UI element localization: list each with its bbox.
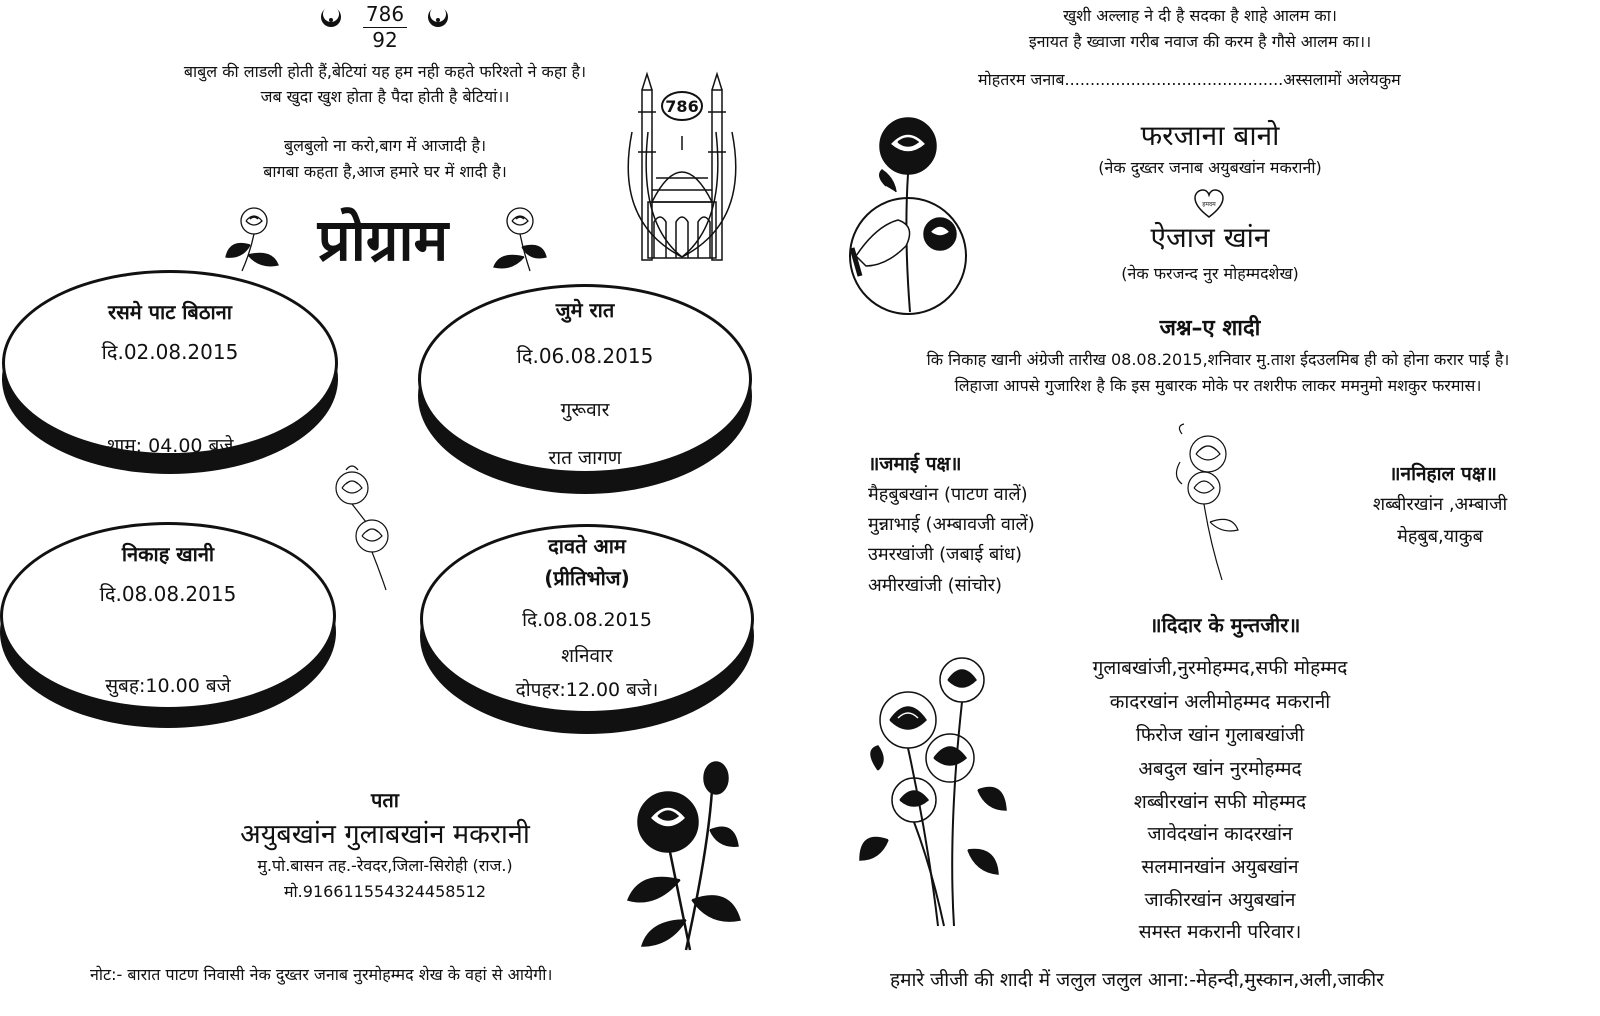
address-label: पता (371, 788, 399, 812)
couplet2-line2: बागबा कहता है,आज हमारे घर में शादी है। (263, 162, 507, 181)
jamai-item: मैहबुबखांन (पाटण वालें) (868, 484, 1028, 505)
event-time: दोपहर:12.00 बजे। (515, 679, 659, 701)
didar-item: अबदुल खांन नुरमोहम्मद (1138, 758, 1302, 780)
blessing-line2: इनायत है ख्वाजा गरीब नवाज की करम है गौसे आलम का।। (1028, 32, 1372, 51)
bride-name: फरजाना बानो (1140, 119, 1280, 152)
crescent-star-icon-left (318, 6, 344, 28)
heart-text: हमदम (1202, 201, 1216, 208)
event-date: दि.08.08.2015 (99, 582, 237, 606)
event-oval-daavate-aam (420, 524, 754, 732)
sketch-roses-icon (326, 462, 402, 592)
nanihal-item: शब्बीरखांन ,अम्बाजी (1372, 494, 1508, 515)
didar-item: गुलाबखांजी,नुरमोहम्मद,सफी मोहम्मद (1092, 657, 1348, 679)
event-title: जुमे रात (555, 298, 615, 322)
event-oval-paat-bithana (2, 270, 338, 470)
jamai-item: मुन्नाभाई (अम्बावजी वालें) (868, 514, 1035, 535)
heart-icon (1193, 188, 1225, 220)
jashan-line2: लिहाजा आपसे गुजारिश है कि इस मुबारक मोके पर तशरीफ लाकर ममनुमो मशकुर फरमास। (954, 376, 1482, 395)
hand-rose-circle-icon (846, 116, 970, 316)
didar-item: जावेदखांन कादरखांन (1147, 823, 1293, 845)
didar-item: समस्त मकरानी परिवार। (1138, 921, 1302, 943)
didar-item: शब्बीरखांन सफी मोहम्मद (1133, 791, 1307, 813)
couplet2-line1: बुलबुलो ना करो,बाग में आजादी है। (283, 136, 487, 155)
didar-item: जाकीरखांन अयुबखांन (1144, 889, 1296, 911)
couplet1-line1: बाबुल की लाडली होती हैं,बेटियां यह हम नही कहते फरिश्तो ने कहा है। (183, 62, 587, 81)
nanihal-title: ॥ननिहाल पक्ष॥ (1389, 463, 1497, 485)
groom-name: ऐजाज खांन (1150, 221, 1270, 254)
number-92: 92 (372, 28, 398, 52)
event-oval-nikah-khani (0, 522, 336, 726)
mosque-badge-786: 786 (665, 97, 699, 116)
event-title: निकाह खानी (121, 542, 215, 566)
bold-rose-bouquet-icon (620, 760, 744, 952)
event-time: रात जागण (548, 447, 622, 469)
event-title: रसमे पाट बिठाना (108, 300, 232, 324)
event-day: गुरूवार (560, 399, 610, 421)
blessing-line1: खुशी अल्लाह ने दी है सदका है शाहे आलम का। (1063, 6, 1337, 25)
event-date: दि.02.08.2015 (101, 340, 239, 364)
couplet1-line2: जब खुदा खुश होता है पैदा होती है बेटियां।। (260, 87, 510, 106)
address-line: मु.पो.बासन तह.-रेवदर,जिला-सिरोही (राज.) (257, 856, 513, 875)
rose-bouquet-icon (858, 650, 1008, 930)
event-day: शनिवार (561, 645, 613, 667)
groom-relation: (नेक फरजन्द नुर मोहम्मदशेख) (1121, 264, 1299, 283)
address-phone: मो.916611554324458512 (283, 882, 487, 901)
event-time: शाम: 04.00 बजे (106, 435, 234, 457)
jashan-line1: कि निकाह खानी अंग्रेजी तारीख 08.08.2015,शनिवार मु.ताश ईदउलमिब ही को होना करार पाई है। (926, 350, 1510, 369)
event-date: दि.08.08.2015 (522, 609, 652, 631)
event-oval-jume-raat (418, 284, 752, 490)
jamai-title: ॥जमाई पक्ष॥ (868, 453, 962, 475)
number-786: 786 (365, 2, 405, 26)
jashan-title: जश्न–ए शादी (1159, 316, 1261, 341)
didar-item: कादरखांन अलीमोहम्मद मकरानी (1109, 691, 1331, 713)
note-text: नोट:- बारात पाटण निवासी नेक दुख्तर जनाब नुरमोहम्मद शेख के वहां से आयेगी। (90, 965, 553, 984)
event-date: दि.06.08.2015 (516, 344, 654, 368)
jamai-item: उमरखांजी (जबाई बांध) (868, 544, 1023, 565)
mosque-illustration (618, 72, 746, 262)
rose-icon-title-right (490, 205, 550, 275)
program-title: प्रोग्राम (317, 206, 449, 274)
rose-icon-title-left (222, 205, 282, 275)
greeting-line: मोहतरम जनाब...........................................अस्सलामों अलेयकुम (978, 70, 1401, 89)
event-time: सुबह:10.00 बजे (105, 675, 231, 697)
footer-text: हमारे जीजी की शादी में जलुल जलुल आना:-मेहन्दी,मुस्कान,अली,जाकीर (890, 969, 1384, 991)
didar-item: सलमानखांन अयुबखांन (1141, 856, 1299, 878)
event-subtitle: (प्रीतिभोज) (544, 566, 630, 590)
nanihal-item: मेहबुब,याकुब (1397, 526, 1483, 547)
didar-title: ॥दिदार के मुन्तजीर॥ (1149, 613, 1301, 637)
jamai-item: अमीरखांजी (सांचोर) (868, 575, 1002, 596)
address-name: अयुबखांन गुलाबखांन मकरानी (240, 819, 530, 850)
crescent-star-icon-right (425, 6, 451, 28)
sketch-rose-stem-icon (1170, 422, 1246, 582)
event-title: दावते आम (548, 534, 626, 558)
didar-item: फिरोज खांन गुलाबखांजी (1135, 724, 1305, 746)
bride-relation: (नेक दुख्तर जनाब अयुबखांन मकरानी) (1098, 158, 1322, 177)
